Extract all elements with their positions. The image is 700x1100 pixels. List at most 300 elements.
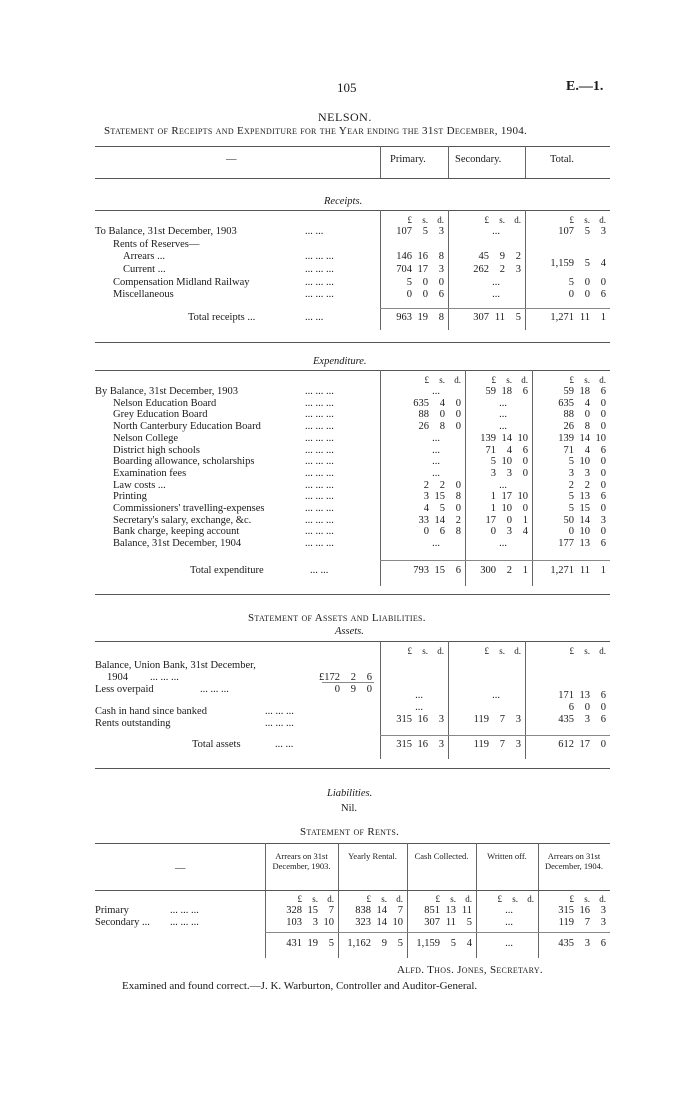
examined-note xyxy=(122,980,477,992)
expenditure-total-pounds: 88 xyxy=(563,409,574,421)
expenditure-label: Boarding allowance, scholarships xyxy=(113,456,255,468)
expenditure-secondary-pence: 1 xyxy=(522,514,528,526)
expenditure-total-pence: 0 xyxy=(600,503,606,514)
leader-dots: ... ... xyxy=(305,226,324,237)
pound-symbol: £ xyxy=(435,894,440,904)
receipt-primary-pence: 6 xyxy=(438,289,444,300)
shilling-symbol: s. xyxy=(512,894,518,904)
expenditure-label: Secretary's salary, exchange, &c. xyxy=(113,514,252,526)
cash-total-pounds: 6 xyxy=(568,702,574,713)
liabilities-heading: Liabilities. xyxy=(327,788,373,799)
expenditure-total-primary-pence: 6 xyxy=(455,565,461,576)
expenditure-total-total-pence: 1 xyxy=(600,565,606,576)
rents-outstanding-primary-shillings: 16 xyxy=(417,714,428,725)
receipt-primary-pence: 8 xyxy=(438,251,444,262)
receipt-label: Current ... xyxy=(123,264,166,275)
expenditure-secondary-pence: 6 xyxy=(522,386,528,397)
receipt-total-pounds: 0 xyxy=(568,289,574,300)
receipt-secondary-shillings: 9 xyxy=(499,251,505,262)
receipt-secondary-shillings: 2 xyxy=(499,264,505,275)
rents-b-pence: 3 xyxy=(600,917,606,928)
rents-outstanding-secondary-pence: 3 xyxy=(515,714,521,725)
rents-a-pounds: 328 xyxy=(286,905,302,916)
pound-symbol: £ xyxy=(366,894,371,904)
shilling-symbol: s. xyxy=(584,215,590,225)
expenditure-primary-pounds: 4 xyxy=(423,503,429,514)
expenditure-label: Examination fees xyxy=(113,467,187,479)
expenditure-total-pounds: 635 xyxy=(558,397,574,409)
pence-symbol: d. xyxy=(465,894,472,904)
expenditure-total-secondary-pence: 1 xyxy=(522,565,528,576)
pound-symbol: £ xyxy=(484,215,489,225)
expenditure-primary-shillings: 4 xyxy=(439,397,445,409)
expenditure-secondary-shillings: 4 xyxy=(506,444,512,456)
expenditure-secondary-pounds: 17 xyxy=(485,514,496,526)
statement-title: Statement of Receipts and Expenditure for the Year ending the 31st December, 1904. xyxy=(104,125,528,137)
expenditure-secondary: ... xyxy=(499,421,507,433)
overpaid-amount-pounds: 0 xyxy=(334,684,340,695)
receipts-total-total-shillings: 11 xyxy=(579,312,590,323)
rents-row-label: Secondary ... xyxy=(95,917,150,928)
expenditure-primary-pounds: 88 xyxy=(418,409,429,421)
expenditure-total-pence: 0 xyxy=(600,526,606,538)
bank-total-pounds: 171 xyxy=(558,690,574,701)
rents-c-shillings: 13 xyxy=(445,905,456,916)
expenditure-secondary-pounds: 139 xyxy=(480,432,496,444)
bank-primary: ... xyxy=(415,690,423,701)
pound-symbol: £ xyxy=(407,215,412,225)
pence-symbol: d. xyxy=(599,215,606,225)
leader-dots: ... ... ... xyxy=(170,917,199,928)
rents-header-c: Cash Collected. xyxy=(414,851,469,861)
expenditure-primary: ... xyxy=(432,538,440,550)
expenditure-total-shillings: 13 xyxy=(579,538,590,550)
expenditure-total-pounds: 5 xyxy=(568,491,574,503)
leader-dots: ... ... ... xyxy=(200,684,229,695)
rents-y-shillings: 14 xyxy=(376,905,387,916)
receipt-total-pence: 3 xyxy=(600,226,606,237)
expenditure-secondary-pence: 0 xyxy=(522,467,528,479)
bank-secondary: ... xyxy=(492,690,500,701)
expenditure-total-pence: 6 xyxy=(600,386,606,397)
assets-statement-title: Statement of Assets and Liabilities. xyxy=(248,612,426,624)
expenditure-secondary-pounds: 3 xyxy=(490,467,496,479)
receipt-total-shillings: 5 xyxy=(584,226,590,237)
rents-a-shillings: 15 xyxy=(307,905,318,916)
rents-a-pence: 7 xyxy=(328,905,334,916)
expenditure-primary-pounds: 26 xyxy=(418,421,429,433)
expenditure-primary-pence: 0 xyxy=(455,503,461,514)
rents-c-pounds: 307 xyxy=(424,917,440,928)
shilling-symbol: s. xyxy=(584,894,590,904)
expenditure-total-shillings: 3 xyxy=(584,467,590,479)
page-number: 105 xyxy=(337,80,357,95)
cash-total-shillings: 0 xyxy=(584,702,590,713)
expenditure-total-shillings: 4 xyxy=(584,397,590,409)
expenditure-total-shillings: 8 xyxy=(584,421,590,433)
expenditure-primary-pounds: 33 xyxy=(418,514,429,526)
expenditure-label: Printing xyxy=(113,491,147,503)
leader-dots: ... ... ... xyxy=(305,467,334,479)
expenditure-secondary-pounds: 5 xyxy=(490,456,496,468)
cash-primary: ... xyxy=(415,702,423,713)
expenditure-primary-shillings: 14 xyxy=(434,514,445,526)
expenditure-primary-pounds: 0 xyxy=(423,526,429,538)
expenditure-total-pounds: 177 xyxy=(558,538,574,550)
receipt-total-pence: 6 xyxy=(600,289,606,300)
expenditure-label: Grey Education Board xyxy=(113,409,208,421)
expenditure-total-total-shillings: 11 xyxy=(579,565,590,576)
leader-dots: ... ... ... xyxy=(305,277,334,288)
expenditure-secondary: ... xyxy=(499,409,507,421)
expenditure-primary-pence: 8 xyxy=(455,491,461,503)
leader-dots: ... ... ... xyxy=(150,672,179,683)
rents-c-pence: 5 xyxy=(466,917,472,928)
rents-header-y: Yearly Rental. xyxy=(348,851,397,861)
expenditure-primary-pence: 0 xyxy=(455,397,461,409)
report-title: NELSON. xyxy=(318,110,372,124)
expenditure-total-shillings: 4 xyxy=(584,444,590,456)
expenditure-primary-shillings: 5 xyxy=(439,503,445,514)
rents-w: ... xyxy=(505,905,513,916)
expenditure-secondary-shillings: 3 xyxy=(506,467,512,479)
shilling-symbol: s. xyxy=(584,375,590,385)
pound-symbol: £ xyxy=(424,375,429,385)
secretary-signature: Alfd. Thos. Jones, Secretary. xyxy=(397,964,543,976)
receipts-total-secondary-shillings: 11 xyxy=(494,312,505,323)
expenditure-total-shillings: 14 xyxy=(579,432,590,444)
receipt-total-pence: 0 xyxy=(600,277,606,288)
rents-total-a-pence: 5 xyxy=(328,938,334,949)
pence-symbol: d. xyxy=(514,215,521,225)
expenditure-label: Nelson College xyxy=(113,432,179,444)
shilling-symbol: s. xyxy=(439,375,445,385)
expenditure-secondary-pence: 0 xyxy=(522,503,528,514)
pence-symbol: d. xyxy=(437,215,444,225)
receipt-primary-pounds: 0 xyxy=(406,289,412,300)
expenditure-secondary-pounds: 71 xyxy=(485,444,496,456)
expenditure-secondary-shillings: 18 xyxy=(501,386,512,397)
rents-total-c-shillings: 5 xyxy=(450,938,456,949)
bank-amount-pounds: £172 xyxy=(319,672,340,683)
rents-y-pounds: 323 xyxy=(355,917,371,928)
expenditure-secondary-pounds: 59 xyxy=(485,386,496,397)
rents-total-y-shillings: 9 xyxy=(381,938,387,949)
overpaid-amount-pence: 0 xyxy=(366,684,372,695)
expenditure-total-pence: 3 xyxy=(600,514,606,526)
rents-statement-title: Statement of Rents. xyxy=(300,826,400,838)
pence-symbol: d. xyxy=(527,894,534,904)
receipt-primary-shillings: 5 xyxy=(422,226,428,237)
cash-total-pence: 0 xyxy=(600,702,606,713)
expenditure-primary-shillings: 0 xyxy=(439,409,445,421)
expenditure-total-shillings: 13 xyxy=(579,491,590,503)
shilling-symbol: s. xyxy=(499,215,505,225)
expenditure-secondary-shillings: 10 xyxy=(501,456,512,468)
leader-dots: ... ... ... xyxy=(305,264,334,275)
leader-dots: ... ... ... xyxy=(305,526,334,538)
rents-header-w: Written off. xyxy=(487,851,527,861)
expenditure-primary-pence: 8 xyxy=(455,526,461,538)
receipt-primary-shillings: 0 xyxy=(422,277,428,288)
assets-total-primary-pence: 3 xyxy=(438,739,444,750)
pence-symbol: d. xyxy=(437,646,444,656)
receipt-label: Miscellaneous xyxy=(113,289,174,300)
expenditure-total-secondary-shillings: 2 xyxy=(506,565,512,576)
expenditure-secondary: ... xyxy=(499,479,507,491)
assets-total-secondary-shillings: 7 xyxy=(499,739,505,750)
expenditure-label: Commissioners' travelling-expenses xyxy=(113,503,265,514)
receipts-total-primary-pounds: 963 xyxy=(396,312,412,323)
col-blank: — xyxy=(226,154,237,165)
expenditure-total-shillings: 10 xyxy=(579,526,590,538)
rents-total-b-pounds: 435 xyxy=(558,938,574,949)
rents-c-shillings: 11 xyxy=(445,917,456,928)
leader-dots: ... ... ... xyxy=(305,421,334,433)
expenditure-total-shillings: 15 xyxy=(579,503,590,514)
expenditure-primary: ... xyxy=(432,467,440,479)
rents-total-a-shillings: 19 xyxy=(307,938,318,949)
assets-total-label: Total assets xyxy=(192,739,241,750)
pound-symbol: £ xyxy=(569,646,574,656)
rents-c-pounds: 851 xyxy=(424,905,440,916)
rents-a-pounds: 103 xyxy=(286,917,302,928)
shilling-symbol: s. xyxy=(584,646,590,656)
leader-dots: ... ... ... xyxy=(305,397,334,409)
shilling-symbol: s. xyxy=(422,215,428,225)
expenditure-label: Law costs ... xyxy=(113,479,166,491)
expenditure-secondary: ... xyxy=(499,538,507,550)
bank-total-pence: 6 xyxy=(600,690,606,701)
expenditure-label: Bank charge, keeping account xyxy=(113,526,240,538)
pence-symbol: d. xyxy=(599,646,606,656)
pence-symbol: d. xyxy=(327,894,334,904)
col-secondary: Secondary. xyxy=(455,154,502,165)
shilling-symbol: s. xyxy=(422,646,428,656)
expenditure-secondary-pounds: 0 xyxy=(490,526,496,538)
rents-y-pence: 10 xyxy=(392,917,403,928)
assets-total-primary-pounds: 315 xyxy=(396,739,412,750)
pence-symbol: d. xyxy=(396,894,403,904)
receipt-secondary-pence: 3 xyxy=(515,264,521,275)
expenditure-total-pounds: 5 xyxy=(568,456,574,468)
rents-y-shillings: 14 xyxy=(376,917,387,928)
expenditure-secondary-pence: 6 xyxy=(522,444,528,456)
receipt-primary-pounds: 107 xyxy=(396,226,412,237)
expenditure-total-pence: 6 xyxy=(600,444,606,456)
receipt-label: To Balance, 31st December, 1903 xyxy=(95,226,237,237)
bank-year: 1904 xyxy=(107,672,128,683)
expenditure-total-pounds: 59 xyxy=(563,386,574,397)
expenditure-primary-pounds: 2 xyxy=(423,479,429,491)
leader-dots: ... ... xyxy=(310,565,329,576)
leader-dots: ... ... ... xyxy=(265,718,294,729)
receipt-primary-pence: 3 xyxy=(438,264,444,275)
pound-symbol: £ xyxy=(569,215,574,225)
assets-total-primary-shillings: 16 xyxy=(417,739,428,750)
receipts-total-primary-shillings: 19 xyxy=(417,312,428,323)
receipt-total-pounds: 107 xyxy=(558,226,574,237)
leader-dots: ... ... ... xyxy=(305,514,334,526)
rents-header-blank: — xyxy=(175,863,186,874)
rents-header-a: Arrears on 31st December, 1903. xyxy=(272,851,331,871)
expenditure-primary-shillings: 6 xyxy=(439,526,445,538)
assets-total-total-pounds: 612 xyxy=(558,739,574,750)
receipt-secondary: ... xyxy=(492,226,500,237)
pound-symbol: £ xyxy=(569,375,574,385)
receipt-label: Rents of Reserves— xyxy=(113,239,200,250)
expenditure-secondary-pence: 10 xyxy=(517,432,528,444)
rents-row-label: Primary xyxy=(95,905,129,916)
receipts-total-total-pence: 1 xyxy=(600,312,606,323)
expenditure-primary-shillings: 2 xyxy=(439,479,445,491)
expenditure-secondary: ... xyxy=(499,397,507,409)
receipt-total-shillings: 0 xyxy=(584,277,590,288)
receipt-secondary-pounds: 45 xyxy=(478,251,489,262)
expenditure-total-pence: 10 xyxy=(595,432,606,444)
receipt-rents-total-shillings: 5 xyxy=(584,258,590,269)
expenditure-total-pounds: 50 xyxy=(563,514,574,526)
expenditure-primary: ... xyxy=(432,432,440,444)
expenditure-primary: ... xyxy=(432,456,440,468)
col-primary: Primary. xyxy=(390,154,426,165)
expenditure-total-shillings: 10 xyxy=(579,456,590,468)
receipts-total-label: Total receipts ... xyxy=(188,312,256,323)
receipt-primary-pounds: 5 xyxy=(406,277,412,288)
receipts-total-secondary-pounds: 307 xyxy=(473,312,489,323)
receipt-total-shillings: 0 xyxy=(584,289,590,300)
receipts-total-primary-pence: 8 xyxy=(438,312,444,323)
liabilities-value: Nil. xyxy=(341,803,358,814)
rents-total-c-pence: 4 xyxy=(466,938,472,949)
receipt-secondary: ... xyxy=(492,277,500,288)
pound-symbol: £ xyxy=(484,646,489,656)
rents-outstanding-primary-pence: 3 xyxy=(438,714,444,725)
receipt-label: Arrears ... xyxy=(123,251,165,262)
receipt-primary-shillings: 16 xyxy=(417,251,428,262)
expenditure-total-pence: 0 xyxy=(600,479,606,491)
leader-dots: ... ... ... xyxy=(305,409,334,421)
assets-heading: Assets. xyxy=(335,626,364,637)
expenditure-total-pence: 6 xyxy=(600,491,606,503)
expenditure-secondary-shillings: 0 xyxy=(506,514,512,526)
leader-dots: ... ... ... xyxy=(305,432,334,444)
rents-total-w: ... xyxy=(505,938,513,949)
pound-symbol: £ xyxy=(497,894,502,904)
pence-symbol: d. xyxy=(454,375,461,385)
leader-dots: ... ... ... xyxy=(170,905,199,916)
receipts-total-total-pounds: 1,271 xyxy=(550,312,574,323)
expenditure-total-pounds: 2 xyxy=(568,479,574,491)
shilling-symbol: s. xyxy=(312,894,318,904)
shilling-symbol: s. xyxy=(381,894,387,904)
pound-symbol: £ xyxy=(407,646,412,656)
leader-dots: ... ... ... xyxy=(305,491,334,503)
receipt-secondary-pounds: 262 xyxy=(473,264,489,275)
expenditure-total-pounds: 26 xyxy=(563,421,574,433)
expenditure-secondary-pounds: 1 xyxy=(490,491,496,503)
rents-b-shillings: 7 xyxy=(584,917,590,928)
leader-dots: ... ... ... xyxy=(305,386,334,397)
expenditure-secondary-shillings: 10 xyxy=(501,503,512,514)
rents-total-c-pounds: 1,159 xyxy=(416,938,440,949)
rents-y-pence: 7 xyxy=(397,905,403,916)
expenditure-label: Nelson Education Board xyxy=(113,397,217,409)
expenditure-primary-pounds: 635 xyxy=(413,397,429,409)
rents-outstanding-total-pounds: 435 xyxy=(558,714,574,725)
receipt-rents-total-pence: 4 xyxy=(600,258,606,269)
receipt-primary-shillings: 0 xyxy=(422,289,428,300)
expenditure-heading: Expenditure. xyxy=(313,356,367,367)
bank-label: Balance, Union Bank, 31st December, xyxy=(95,660,256,671)
pence-symbol: d. xyxy=(599,375,606,385)
rents-total-b-pence: 6 xyxy=(600,938,606,949)
rents-y-pounds: 838 xyxy=(355,905,371,916)
expenditure-total-pounds: 5 xyxy=(568,503,574,514)
receipt-rents-total-pounds: 1,159 xyxy=(550,258,574,269)
rents-total-y-pounds: 1,162 xyxy=(347,938,371,949)
expenditure-total-pounds: 3 xyxy=(568,467,574,479)
rents-outstanding-primary-pounds: 315 xyxy=(396,714,412,725)
leader-dots: ... ... ... xyxy=(305,251,334,262)
expenditure-primary-pence: 0 xyxy=(455,409,461,421)
bank-amount-pence: 6 xyxy=(366,672,372,683)
assets-total-total-shillings: 17 xyxy=(579,739,590,750)
assets-total-secondary-pounds: 119 xyxy=(473,739,489,750)
expenditure-total-pounds: 139 xyxy=(558,432,574,444)
rents-a-pence: 10 xyxy=(323,917,334,928)
expenditure-total-shillings: 0 xyxy=(584,409,590,421)
rents-outstanding-total-pence: 6 xyxy=(600,714,606,725)
examined-text: Examined and found correct.—J. K. Warburton, Controller and Auditor-General. xyxy=(122,980,478,992)
expenditure-primary-pence: 0 xyxy=(455,421,461,433)
assets-total-secondary-pence: 3 xyxy=(515,739,521,750)
expenditure-total-primary-shillings: 15 xyxy=(434,565,445,576)
receipts-total-secondary-pence: 5 xyxy=(515,312,521,323)
rents-a-shillings: 3 xyxy=(312,917,318,928)
rents-total-b-shillings: 3 xyxy=(584,938,590,949)
pound-symbol: £ xyxy=(491,375,496,385)
rents-total-a-pounds: 431 xyxy=(286,938,302,949)
expenditure-primary-shillings: 15 xyxy=(434,491,445,503)
expenditure-total-pounds: 71 xyxy=(563,444,574,456)
expenditure-total-label: Total expenditure xyxy=(190,565,264,576)
leader-dots: ... ... xyxy=(275,739,294,750)
rents-total-y-pence: 5 xyxy=(397,938,403,949)
rents-outstanding-secondary-pounds: 119 xyxy=(473,714,489,725)
leader-dots: ... ... xyxy=(305,312,324,323)
rents-c-pence: 11 xyxy=(461,905,472,916)
page-reference: E.—1. xyxy=(566,79,604,94)
leader-dots: ... ... ... xyxy=(305,503,334,514)
rents-b-shillings: 16 xyxy=(579,905,590,916)
receipt-label: Compensation Midland Railway xyxy=(113,277,250,288)
expenditure-total-pence: 0 xyxy=(600,421,606,433)
expenditure-primary-pence: 2 xyxy=(455,514,461,526)
leader-dots: ... ... ... xyxy=(305,456,334,468)
pence-symbol: d. xyxy=(514,646,521,656)
expenditure-label: North Canterbury Education Board xyxy=(113,421,261,433)
expenditure-secondary-pounds: 1 xyxy=(490,503,496,514)
cash-label: Cash in hand since banked xyxy=(95,706,207,717)
pound-symbol: £ xyxy=(297,894,302,904)
rents-b-pounds: 119 xyxy=(558,917,574,928)
rents-b-pence: 3 xyxy=(600,905,606,916)
expenditure-total-shillings: 14 xyxy=(579,514,590,526)
rents-outstanding-total-shillings: 3 xyxy=(584,714,590,725)
shilling-symbol: s. xyxy=(506,375,512,385)
expenditure-primary-pence: 0 xyxy=(455,479,461,491)
